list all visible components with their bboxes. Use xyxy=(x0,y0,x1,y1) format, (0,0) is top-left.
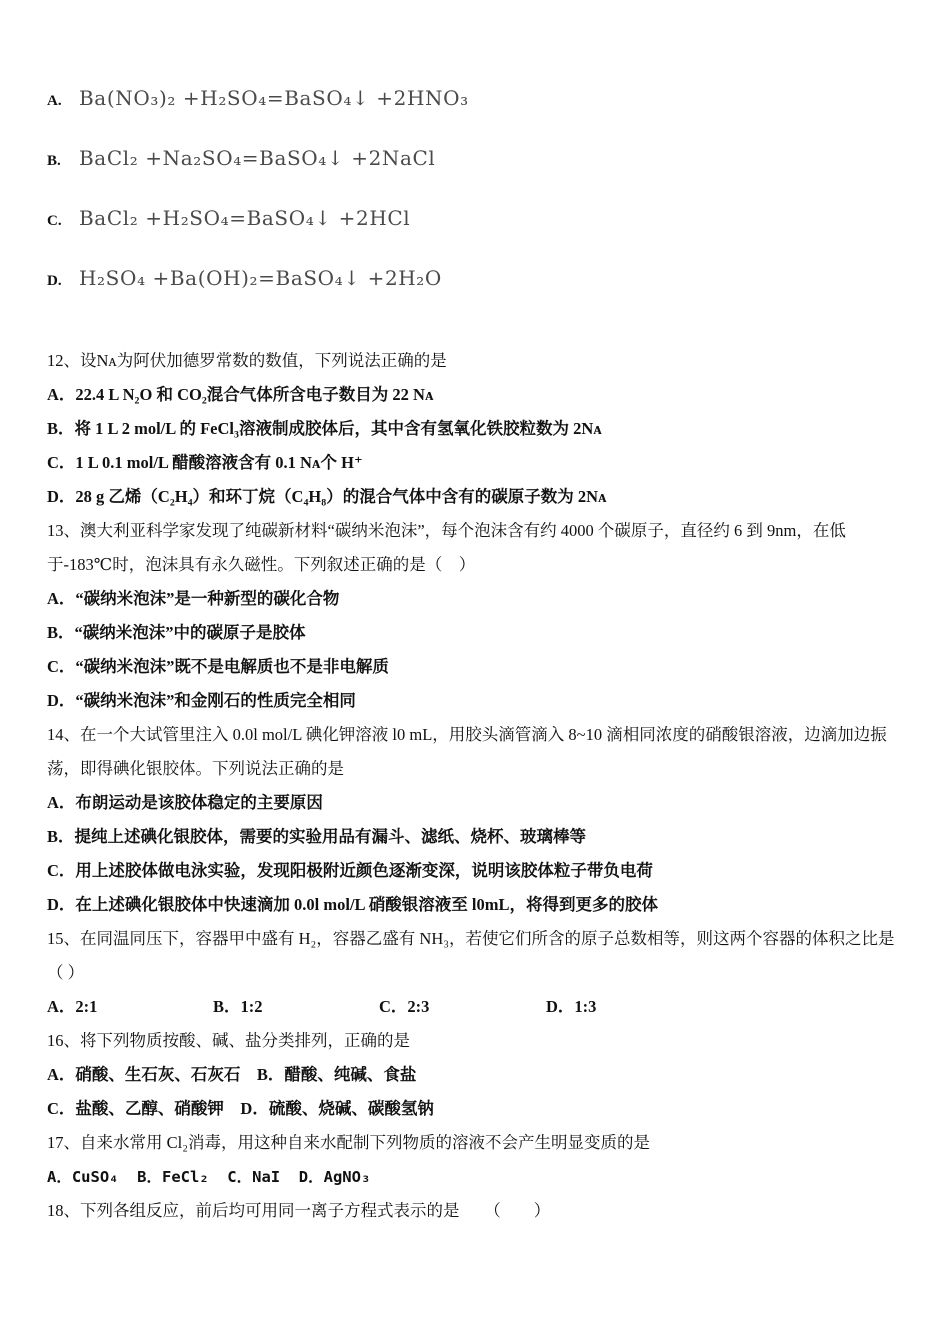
question-15-option-a: A．2:1 xyxy=(47,997,98,1016)
equation-option-b-formula: BaCl₂ +Na₂SO₄=BaSO₄↓ +2NaCl xyxy=(79,146,436,170)
question-13-option-a: A．“碳纳米泡沫”是一种新型的碳化合物 xyxy=(47,589,340,608)
question-14-option-d: D．在上述碘化银胶体中快速滴加 0.0l mol/L 硝酸银溶液至 l0mL，将得到更多的胶体 xyxy=(47,895,658,914)
equation-option-a xyxy=(47,86,905,146)
question-14-option-c: C．用上述胶体做电泳实验，发现阳极附近颜色逐渐变深，说明该胶体粒子带负电荷 xyxy=(47,861,653,880)
question-15-options-row xyxy=(47,990,905,1024)
question-13-option-c: C．“碳纳米泡沫”既不是电解质也不是非电解质 xyxy=(47,657,389,676)
question-12-option-a: A．22.4 L N₂O 和 CO₂混合气体所含电子数目为 22 Nᴀ xyxy=(47,385,434,404)
question-12-option-d: D．28 g 乙烯（C₂H₄）和环丁烷（C₄H₈）的混合气体中含有的碳原子数为 2Nᴀ xyxy=(47,487,607,506)
question-16-options-line-2: C．盐酸、乙醇、硝酸钾 D．硫酸、烧碱、碳酸氢钠 xyxy=(47,1099,434,1118)
question-18-stem: 18、下列各组反应，前后均可用同一离子方程式表示的是 （ ） xyxy=(47,1201,551,1220)
question-15-option-c: C．2:3 xyxy=(379,997,430,1016)
question-14-option-b: B．提纯上述碘化银胶体，需要的实验用品有漏斗、滤纸、烧杯、玻璃棒等 xyxy=(47,827,587,846)
question-15-stem: 15、在同温同压下，容器甲中盛有 H₂，容器乙盛有 NH₃，若使它们所含的原子总数相等，则这两个容器的体积之比是 （ ） xyxy=(47,929,899,982)
equation-option-b-label: B. xyxy=(47,153,61,169)
equation-option-list xyxy=(47,86,905,326)
equation-option-c xyxy=(47,206,905,266)
question-13-option-d: D．“碳纳米泡沫”和金刚石的性质完全相同 xyxy=(47,691,356,710)
question-12-option-c: C．1 L 0.1 mol/L 醋酸溶液含有 0.1 Nᴀ个 H⁺ xyxy=(47,453,363,472)
equation-option-a-label: A. xyxy=(47,93,62,109)
equation-option-b xyxy=(47,146,905,206)
question-17-options-row: A．CuSO₄ B．FeCl₂ C．NaI D．AgNO₃ xyxy=(47,1168,371,1186)
equation-option-c-label: C. xyxy=(47,213,62,229)
equation-option-d-formula: H₂SO₄ +Ba(OH)₂=BaSO₄↓ +2H₂O xyxy=(79,266,442,290)
question-15-option-d: D．1:3 xyxy=(546,997,597,1016)
question-13-stem: 13、澳大利亚科学家发现了纯碳新材料“碳纳米泡沫”，每个泡沫含有约 4000 个碳原子，直径约 6 到 9nm，在低于-183℃时，泡沫具有永久磁性。下列叙述正确的是（ ） xyxy=(47,521,846,574)
question-14-stem: 14、在一个大试管里注入 0.0l mol/L 碘化钾溶液 l0 mL，用胶头滴管滴入 8~10 滴相同浓度的硝酸银溶液，边滴加边振荡，即得碘化银胶体。下列说法正确的是 xyxy=(47,725,887,778)
question-17-stem: 17、自来水常用 Cl₂消毒，用这种自来水配制下列物质的溶液不会产生明显变质的是 xyxy=(47,1133,650,1152)
question-14-option-a: A．布朗运动是该胶体稳定的主要原因 xyxy=(47,793,323,812)
equation-option-d-label: D. xyxy=(47,273,62,289)
question-13-option-b: B．“碳纳米泡沫”中的碳原子是胶体 xyxy=(47,623,306,642)
question-12-stem: 12、设Nᴀ为阿伏加德罗常数的数值，下列说法正确的是 xyxy=(47,351,447,370)
question-16-stem: 16、将下列物质按酸、碱、盐分类排列，正确的是 xyxy=(47,1031,410,1050)
equation-option-c-formula: BaCl₂ +H₂SO₄=BaSO₄↓ +2HCl xyxy=(79,206,411,230)
equation-option-d xyxy=(47,266,905,326)
question-12-option-b: B．将 1 L 2 mol/L 的 FeCl₃溶液制成胶体后，其中含有氢氧化铁胶粒数为 2Nᴀ xyxy=(47,419,602,438)
equation-option-a-formula: Ba(NO₃)₂ +H₂SO₄=BaSO₄↓ +2HNO₃ xyxy=(79,86,469,110)
question-15-option-b: B．1:2 xyxy=(213,997,263,1016)
question-16-options-line-1: A．硝酸、生石灰、石灰石 B．醋酸、纯碱、食盐 xyxy=(47,1065,417,1084)
